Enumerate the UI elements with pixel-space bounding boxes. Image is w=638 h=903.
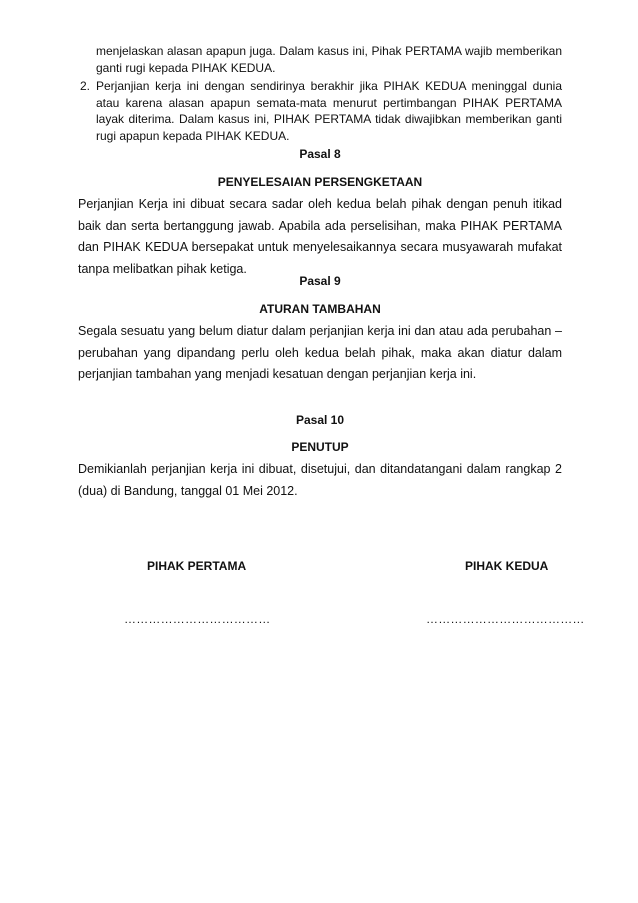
pasal-9-body: Segala sesuatu yang belum diatur dalam perjanjian kerja ini dan atau ada perubahan – perubahan yang dipandang perlu oleh kedua belah pihak, maka akan diatur dalam perjanjian tambahan yang menjadi kesatuan dengan perjanjian kerja ini. [78, 324, 562, 381]
pasal-8-title: PENYELESAIAN PERSENGKETAAN [217, 175, 423, 189]
list-item-2-number: 2. [80, 79, 91, 93]
pasal-10-body: Demikianlah perjanjian kerja ini dibuat, disetujui, dan ditandatangani dalam rangkap 2 (dua) di Bandung, tanggal 01 Mei 2012. [78, 462, 562, 498]
list-item-2-text: Perjanjian kerja ini dengan sendirinya berakhir jika PIHAK KEDUA meninggal dunia atau karena alasan apapun semata-mata menurut pertimbangan PIHAK PERTAMA layak diterima. Dalam kasus ini, PIHAK PERTAMA tidak diwajibkan memberikan ganti rugi apapun kepada PIHAK KEDUA. [96, 79, 562, 143]
pasal-8-body: Perjanjian Kerja ini dibuat secara sadar oleh kedua belah pihak dengan penuh itikad baik dan serta bertanggung jawab. Apabila ada perselisihan, maka PIHAK PERTAMA dan PIHAK KEDUA bersepakat untuk menyelesaikannya secara musyawarah mufakat tanpa melibatkan pihak ketiga. [78, 197, 562, 276]
signature-line-second-party: ………………………………… [426, 612, 585, 626]
signature-label-second-party: PIHAK KEDUA [465, 559, 549, 573]
signature-line-first-party: ……………………………… [124, 612, 271, 626]
list-item-1-text: menjelaskan alasan apapun juga. Dalam kasus ini, Pihak PERTAMA wajib memberikan ganti rugi kepada PIHAK KEDUA. [96, 44, 562, 75]
pasal-9-label: Pasal 9 [299, 274, 341, 288]
list-item-2 [80, 78, 562, 144]
list-item-1-continuation [96, 43, 562, 76]
pasal-10-label: Pasal 10 [295, 413, 345, 427]
pasal-9-title: ATURAN TAMBAHAN [259, 302, 381, 316]
numbered-list [80, 43, 562, 144]
pasal-10-title: PENUTUP [291, 440, 349, 454]
signature-label-first-party: PIHAK PERTAMA [147, 559, 247, 573]
pasal-8-label: Pasal 8 [299, 147, 341, 161]
